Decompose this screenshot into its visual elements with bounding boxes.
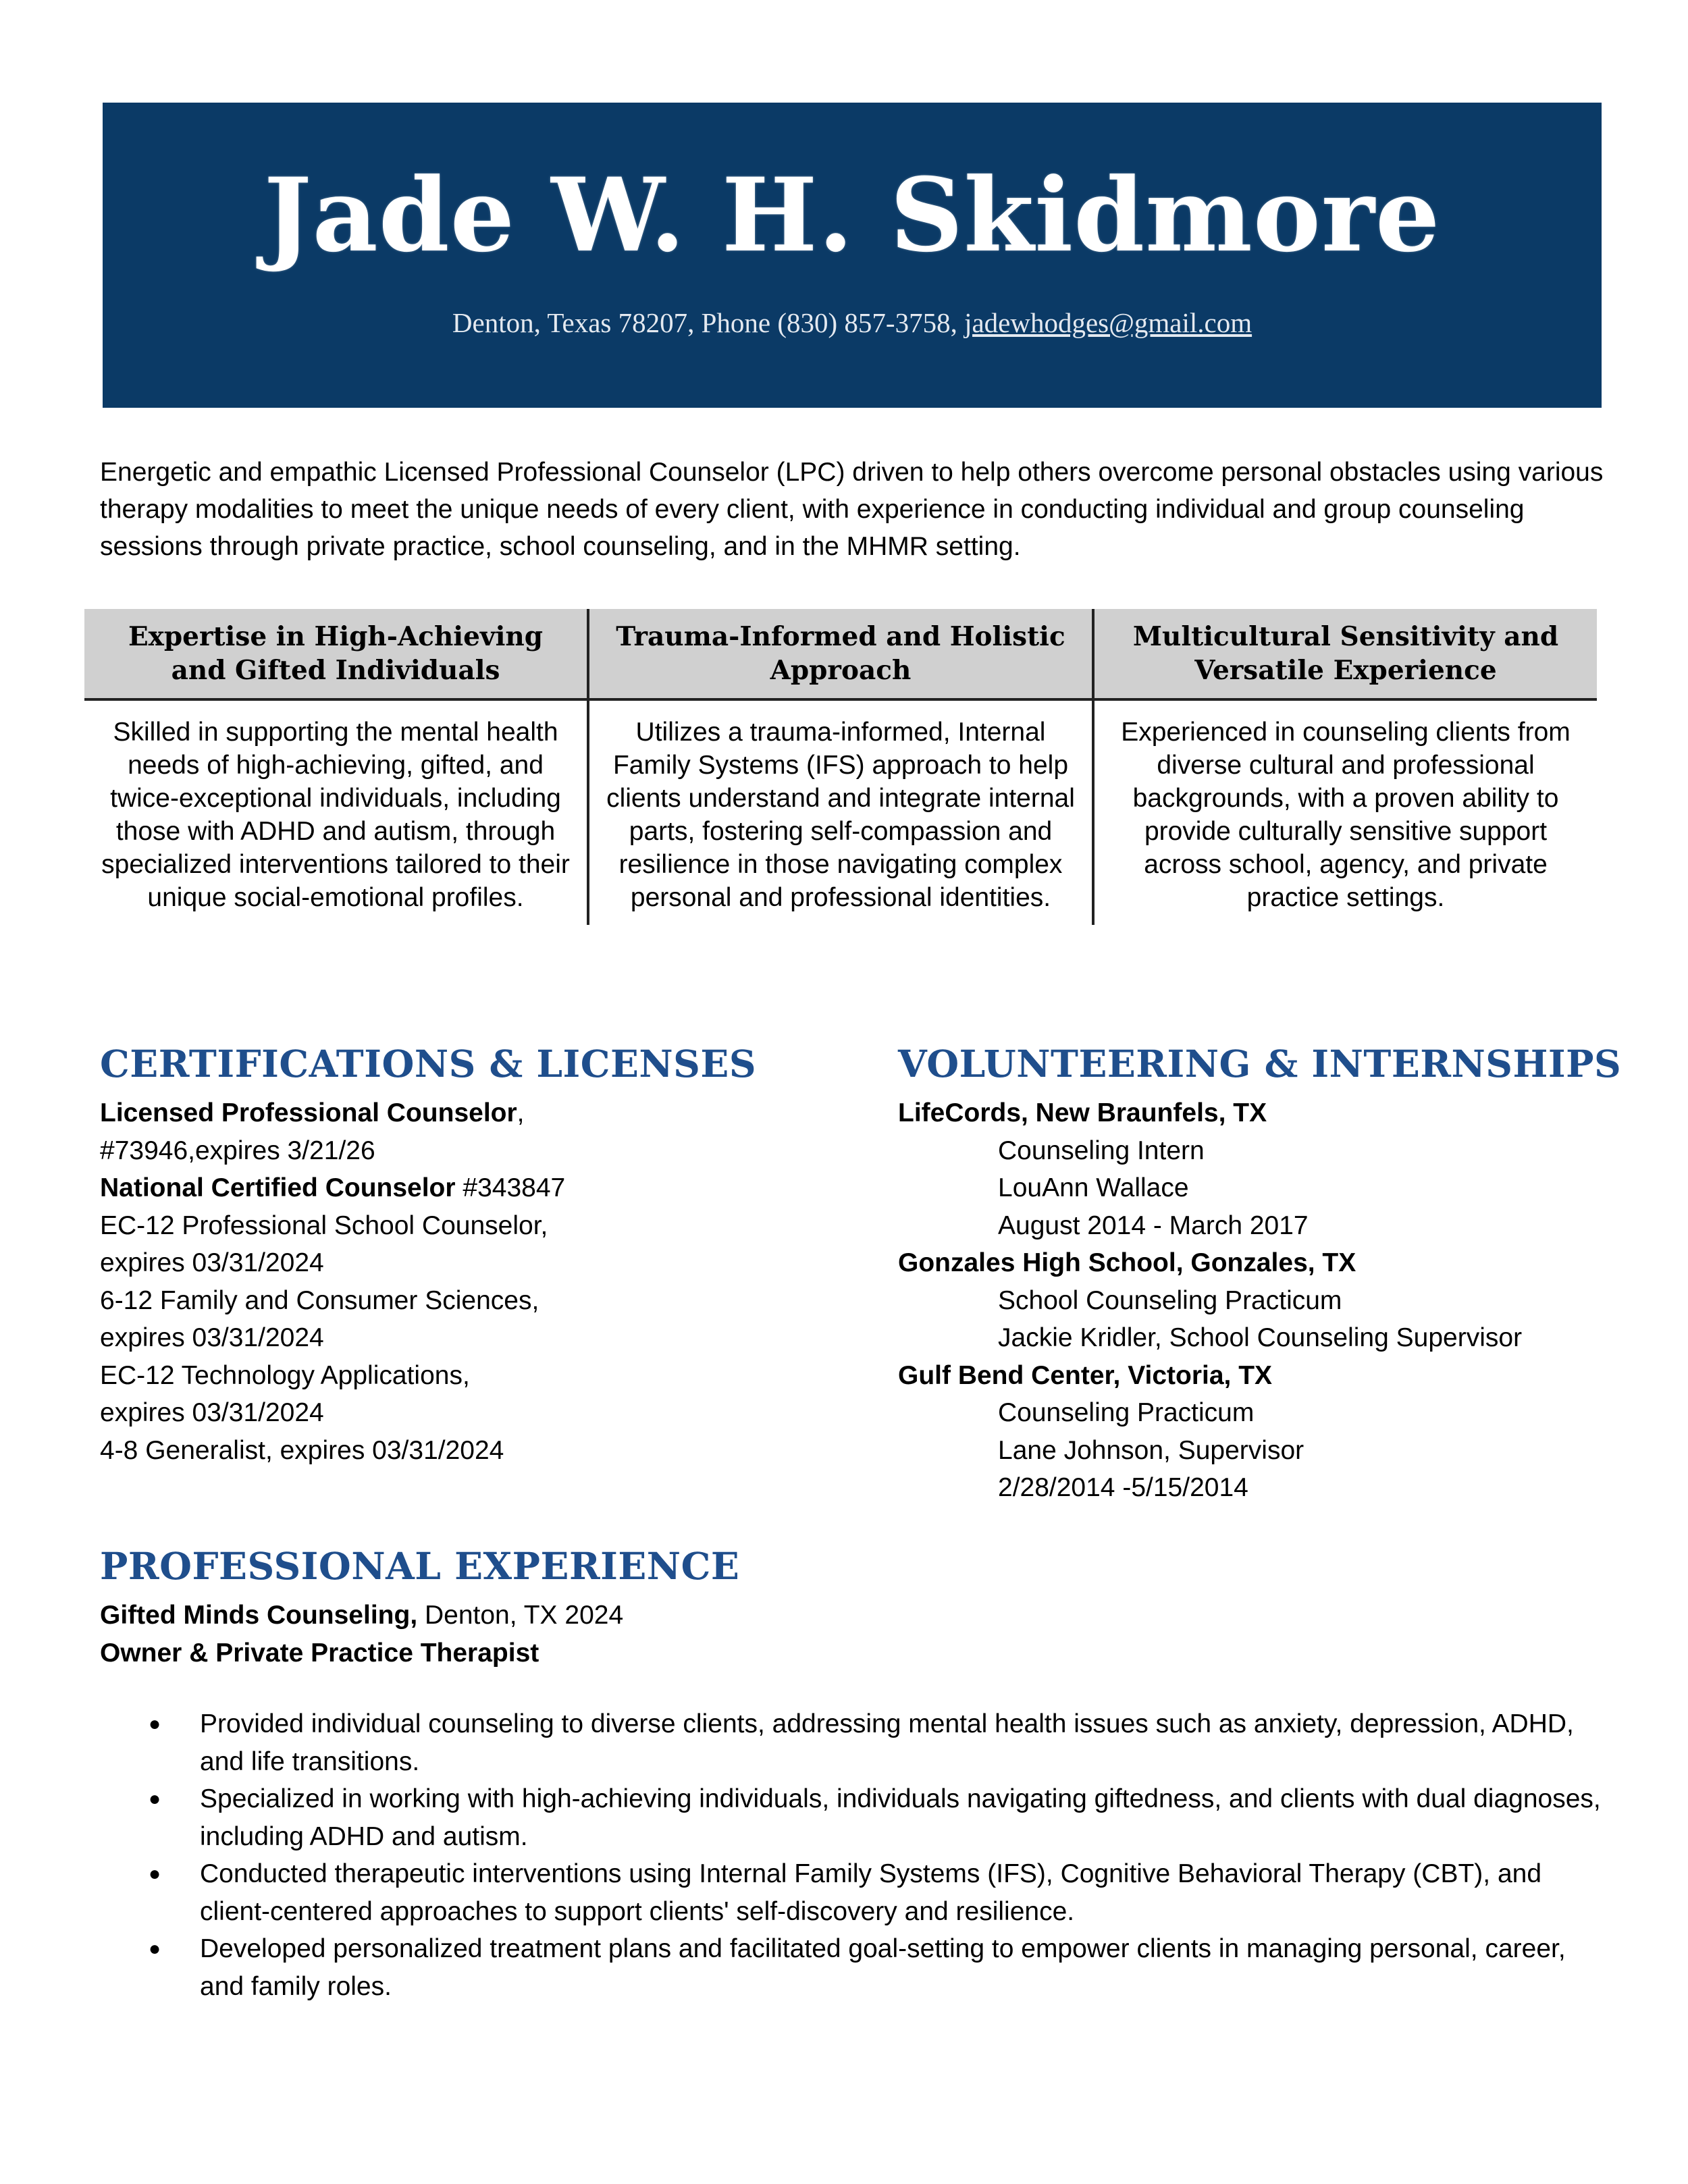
bullet-icon: ● — [149, 1788, 161, 1810]
employer-location: Denton, TX 2024 — [417, 1601, 624, 1630]
dates: August 2014 - March 2017 — [998, 1210, 1309, 1240]
bullet-icon: ● — [149, 1713, 161, 1735]
certification-detail: #73946,expires 3/21/26 — [100, 1136, 375, 1165]
volunteering-heading: VOLUNTEERING & INTERNSHIPS — [898, 1042, 1622, 1086]
organization-name: Gulf Bend Center, Victoria, TX — [898, 1360, 1273, 1390]
certification-item: 6-12 Family and Consumer Sciences, — [100, 1285, 539, 1315]
certifications-section — [100, 1042, 843, 1469]
volunteering-list — [898, 1094, 1641, 1507]
skill-description: Skilled in supporting the mental health needs of high-achieving, gifted, and twice-exceptional individuals, including those with ADHD and autism, through specialized interventions tailored to their unique social-emotional profiles. — [101, 718, 570, 912]
experience-section — [100, 1544, 1606, 2005]
bullet-text: Conducted therapeutic interventions using Internal Family Systems (IFS), Cognitive Behavioral Therapy (CBT), and client-centered approaches to support clients' self-discovery and resilience. — [200, 1859, 1542, 1926]
list-item — [100, 1780, 1606, 1855]
list-item — [100, 1855, 1606, 1930]
skill-column — [84, 609, 587, 925]
supervisor: Jackie Kridler, School Counseling Supervisor — [998, 1323, 1523, 1352]
certification-detail: expires 03/31/2024 — [100, 1248, 324, 1277]
bullet-text: Provided individual counseling to diverse clients, addressing mental health issues such as anxiety, depression, ADHD, and life transitions. — [200, 1709, 1574, 1776]
certification-item: 4-8 Generalist, expires 03/31/2024 — [100, 1435, 504, 1465]
certification-name: National Certified Counselor — [100, 1173, 456, 1202]
certification-item — [100, 1169, 843, 1207]
skill-title: Expertise in High-Achieving and Gifted Individuals — [84, 609, 587, 701]
certification-detail: expires 03/31/2024 — [100, 1398, 324, 1427]
skill-column — [587, 609, 1092, 925]
role: Counseling Practicum — [998, 1398, 1255, 1427]
experience-bullets — [100, 1705, 1606, 2005]
bullet-text: Developed personalized treatment plans and facilitated goal-setting to empower clients in managing personal, career, and family roles. — [200, 1934, 1566, 2001]
professional-summary: Energetic and empathic Licensed Professional Counselor (LPC) driven to help others overcome personal obstacles using various therapy modalities to meet the unique needs of every client, with experience in conducting individual and group counseling sessions through private practice, school counseling, and in the MHMR setting. — [100, 458, 1604, 561]
role: Counseling Intern — [998, 1136, 1205, 1165]
email-link[interactable]: jadewhodges@gmail.com — [964, 307, 1252, 338]
certification-item: EC-12 Technology Applications, — [100, 1360, 470, 1390]
bullet-icon: ● — [149, 1863, 161, 1885]
bullet-icon: ● — [149, 1938, 161, 1960]
organization-name: LifeCords, New Braunfels, TX — [898, 1098, 1267, 1127]
certification-name: Licensed Professional Counselor — [100, 1098, 517, 1127]
candidate-name: Jade W. H. Skidmore — [263, 156, 1441, 275]
employer-name: Gifted Minds Counseling, — [100, 1601, 418, 1630]
list-item — [100, 1705, 1606, 1780]
skill-description: Experienced in counseling clients from diverse cultural and professional backgrounds, with a proven ability to provide culturally sensitive support across school, agency, and private practice settings. — [1121, 718, 1571, 912]
skills-table — [84, 609, 1597, 925]
employer-line — [100, 1597, 1606, 1634]
contact-line — [103, 307, 1602, 339]
supervisor: Lane Johnson, Supervisor — [998, 1435, 1304, 1465]
role: School Counseling Practicum — [998, 1285, 1342, 1315]
position-title: Owner & Private Practice Therapist — [100, 1638, 539, 1668]
header-banner — [103, 103, 1602, 408]
skill-column — [1092, 609, 1597, 925]
certification-item: EC-12 Professional School Counselor, — [100, 1210, 548, 1240]
dates: 2/28/2014 -5/15/2014 — [998, 1473, 1248, 1502]
skill-description: Utilizes a trauma-informed, Internal Family Systems (IFS) approach to help clients understand and integrate internal parts, fostering self-compassion and resilience in those navigating complex personal and professional identities. — [606, 718, 1075, 912]
certification-punct: , — [517, 1098, 525, 1127]
organization-name: Gonzales High School, Gonzales, TX — [898, 1248, 1356, 1277]
certifications-heading: CERTIFICATIONS & LICENSES — [100, 1042, 757, 1086]
bullet-text: Specialized in working with high-achieving individuals, individuals navigating giftedness, and clients with dual diagnoses, including ADHD and autism. — [200, 1784, 1601, 1851]
volunteering-section — [898, 1042, 1641, 1507]
skill-title: Trauma-Informed and Holistic Approach — [589, 609, 1092, 701]
certifications-list — [100, 1094, 843, 1469]
supervisor: LouAnn Wallace — [998, 1173, 1189, 1202]
contact-details: Denton, Texas 78207, Phone (830) 857-3758, — [452, 307, 965, 338]
experience-heading: PROFESSIONAL EXPERIENCE — [100, 1544, 740, 1588]
certification-number: #343847 — [455, 1173, 566, 1202]
certification-detail: expires 03/31/2024 — [100, 1323, 324, 1352]
experience-header — [100, 1597, 1606, 1672]
certification-item — [100, 1094, 843, 1132]
skill-title: Multicultural Sensitivity and Versatile Experience — [1094, 609, 1597, 701]
list-item — [100, 1930, 1606, 2005]
